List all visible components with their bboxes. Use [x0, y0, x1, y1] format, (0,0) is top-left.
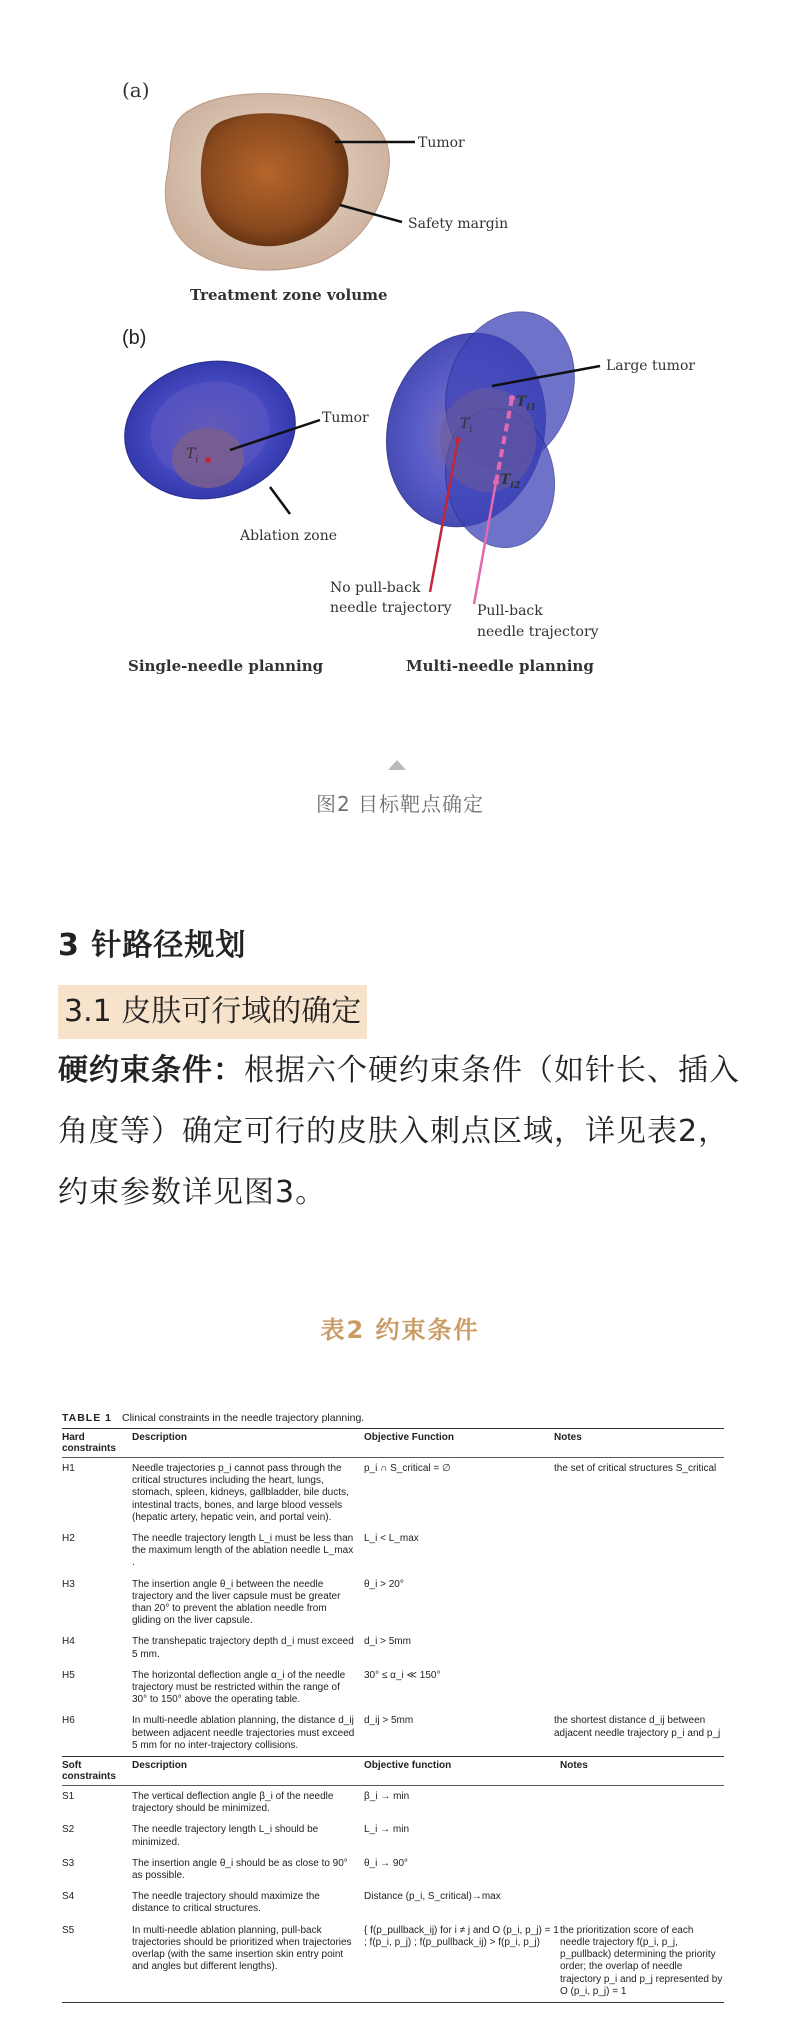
soft-header-row: Soft constraints Description Objective function Notes [62, 1760, 588, 1783]
multi-ti1-label: $T_{i1}$ [516, 394, 537, 413]
table-cell-notes: the prioritization score of each needle trajectory f(p_i, p_j, p_pullback) determining the priority order; the overlap of needle trajectory p_i and p_j represented by O (p_i, p_j) = 1 [560, 1924, 723, 1997]
table-cell-obj: L_i < L_max [364, 1533, 419, 1545]
table-cell-desc: The transhepatic trajectory depth d_i must exceed 5 mm. [132, 1636, 354, 1660]
table-cell-id: H3 [62, 1578, 75, 1590]
panel-a-label: (a) [122, 78, 150, 102]
table-cell-obj: θ_i > 20° [364, 1578, 404, 1590]
multi-ti2-label: $T_{i2}$ [500, 472, 521, 491]
panel-a-margin-label: Safety margin [408, 216, 509, 232]
table-row [62, 1786, 724, 1819]
section-heading: 3 针路径规划 [58, 928, 247, 963]
hard-constraints-body [62, 1458, 724, 1756]
table-cell-desc: The needle trajectory length L_i should be minimized. [132, 1824, 319, 1848]
table-title: 表2 约束条件 [320, 1316, 480, 1344]
table-cell-desc: The needle trajectory should maximize the distance to critical structures. [132, 1891, 320, 1915]
table-cell-notes [554, 1636, 724, 1660]
table-row [62, 1710, 724, 1756]
table-row [62, 1574, 724, 1632]
table-row [62, 1886, 724, 1919]
no-pullback-label-2: needle trajectory [330, 600, 452, 616]
table-cell-id: S3 [62, 1857, 75, 1869]
table-cell-desc: Needle trajectories p_i cannot pass through the critical structures including the heart, lungs, stomach, spleen, kidneys, gallbladder, bile ducts, intestinal tracts, bones, and large blood vessels (hepatic artery, hepatic vein, and portal vein). [132, 1463, 349, 1523]
target-point-figure [0, 0, 800, 700]
table-cell-id: S2 [62, 1824, 75, 1836]
soft-constraints-body [62, 1786, 724, 2002]
table-row [62, 1853, 724, 1886]
table-cell-obj: 30° ≤ α_i ≪ 150° [364, 1669, 441, 1681]
table-cell-desc: The vertical deflection angle β_i of the needle trajectory should be minimized. [132, 1791, 334, 1815]
table-cell-notes: the set of critical structures S_critical [554, 1463, 717, 1474]
subsection-heading: 3.1 皮肤可行域的确定 [58, 985, 367, 1039]
table-cell-notes [560, 1791, 724, 1815]
table-cell-obj: β_i → min [364, 1791, 410, 1803]
single-point-label: $T_i$ [186, 446, 199, 465]
table-cell-id: H1 [62, 1463, 75, 1474]
table-cell-obj: L_i → min [364, 1824, 410, 1836]
table-cell-notes [554, 1670, 724, 1707]
table-row [62, 1528, 724, 1574]
body-paragraph [58, 1040, 748, 1223]
table-cell-id: H2 [62, 1533, 75, 1545]
table-cell-obj: d_ij > 5mm [364, 1715, 414, 1727]
table-cell-id: S5 [62, 1924, 75, 1936]
table-row [62, 1665, 724, 1711]
single-tumor-label: Tumor [322, 410, 369, 426]
table-cell-notes [554, 1533, 724, 1570]
para-bold-lead: 硬约束条件： [58, 1053, 244, 1088]
multi-needle-diagram [365, 294, 595, 604]
figure-caption: 图2 目标靶点确定 [315, 792, 485, 816]
table-row [62, 1819, 724, 1852]
table-caption: TABLE 1 Clinical constraints in the needle trajectory planning. [62, 1412, 365, 1424]
panel-a-title: Treatment zone volume [190, 286, 388, 304]
single-needle-title: Single-needle planning [128, 657, 324, 675]
table-cell-id: H4 [62, 1636, 75, 1648]
table-cell-desc: In multi-needle ablation planning, the distance d_ij between adjacent needle trajectories must exceed 5 mm for no inter-trajectory collisions. [132, 1715, 355, 1751]
table-row [62, 1920, 724, 2002]
table-row [62, 1631, 724, 1664]
single-ablation-label: Ablation zone [240, 528, 338, 544]
constraints-table [62, 1412, 724, 2003]
table-cell-obj: { f(p_pullback_ij) for i ≠ j and O (p_i, p_j) = 1 ; f(p_i, p_j) ; f(p_pullback_ij) > f(p_i, p_j) [364, 1924, 559, 1948]
table-cell-notes [560, 1824, 724, 1848]
table-cell-desc: The insertion angle θ_i should be as close to 90° as possible. [132, 1857, 348, 1882]
table-cell-notes: the shortest distance d_ij between adjacent needle trajectory p_i and p_j [554, 1715, 721, 1739]
pullback-label-1: Pull-back [477, 603, 543, 619]
multi-needle-title: Multi-needle planning [406, 657, 594, 675]
no-pullback-label-1: No pull-back [330, 580, 421, 596]
table-cell-notes [560, 1891, 724, 1915]
table-cell-obj: Distance (p_i, S_critical)→max [364, 1891, 501, 1903]
table-row [62, 1458, 724, 1528]
table-cell-obj: d_i > 5mm [364, 1636, 411, 1648]
table-cell-id: H5 [62, 1669, 75, 1681]
table-cell-notes [554, 1579, 724, 1628]
table-cell-desc: The needle trajectory length L_i must be less than the maximum length of the ablation needle L_max . [132, 1533, 354, 1569]
table-cell-id: S4 [62, 1891, 75, 1903]
table-cell-obj: θ_i → 90° [364, 1857, 409, 1869]
multi-ti-label: $T_i$ [460, 416, 473, 435]
pullback-label-2: needle trajectory [477, 624, 599, 640]
table-cell-desc: The horizontal deflection angle α_i of the needle trajectory must be restricted within the range of 30° to 150° above the operating table. [132, 1669, 346, 1706]
table-cell-obj: p_i ∩ S_critical = ∅ [364, 1463, 451, 1474]
hard-header-row: Hard constraints Description Objective Function Notes [62, 1432, 582, 1454]
panel-a-tumor-label: Tumor [418, 135, 465, 151]
table-cell-desc: In multi-needle ablation planning, pull-back trajectories should be prioritized when trajectories overlap (with the same insertion skin entry point and angles but different lengths). [132, 1924, 352, 1973]
caption-arrow-icon [388, 760, 406, 770]
ablation-leader [270, 487, 290, 514]
table-cell-notes [560, 1858, 724, 1882]
panel-b-label: (b) [122, 327, 147, 349]
large-tumor-label: Large tumor [606, 358, 696, 374]
single-needle-diagram [112, 346, 309, 515]
para-text: 根据六个硬约束条件（如针长、插入角度等）确定可行的皮肤入刺点区域，详见表2，约束参数详见图3。 [58, 1053, 740, 1210]
table-cell-id: H6 [62, 1715, 75, 1727]
table-cell-desc: The insertion angle θ_i between the needle trajectory and the liver capsule must be greater than 20° to prevent the ablation needle from gliding on the liver capsule. [132, 1578, 341, 1627]
table-cell-id: S1 [62, 1791, 75, 1803]
